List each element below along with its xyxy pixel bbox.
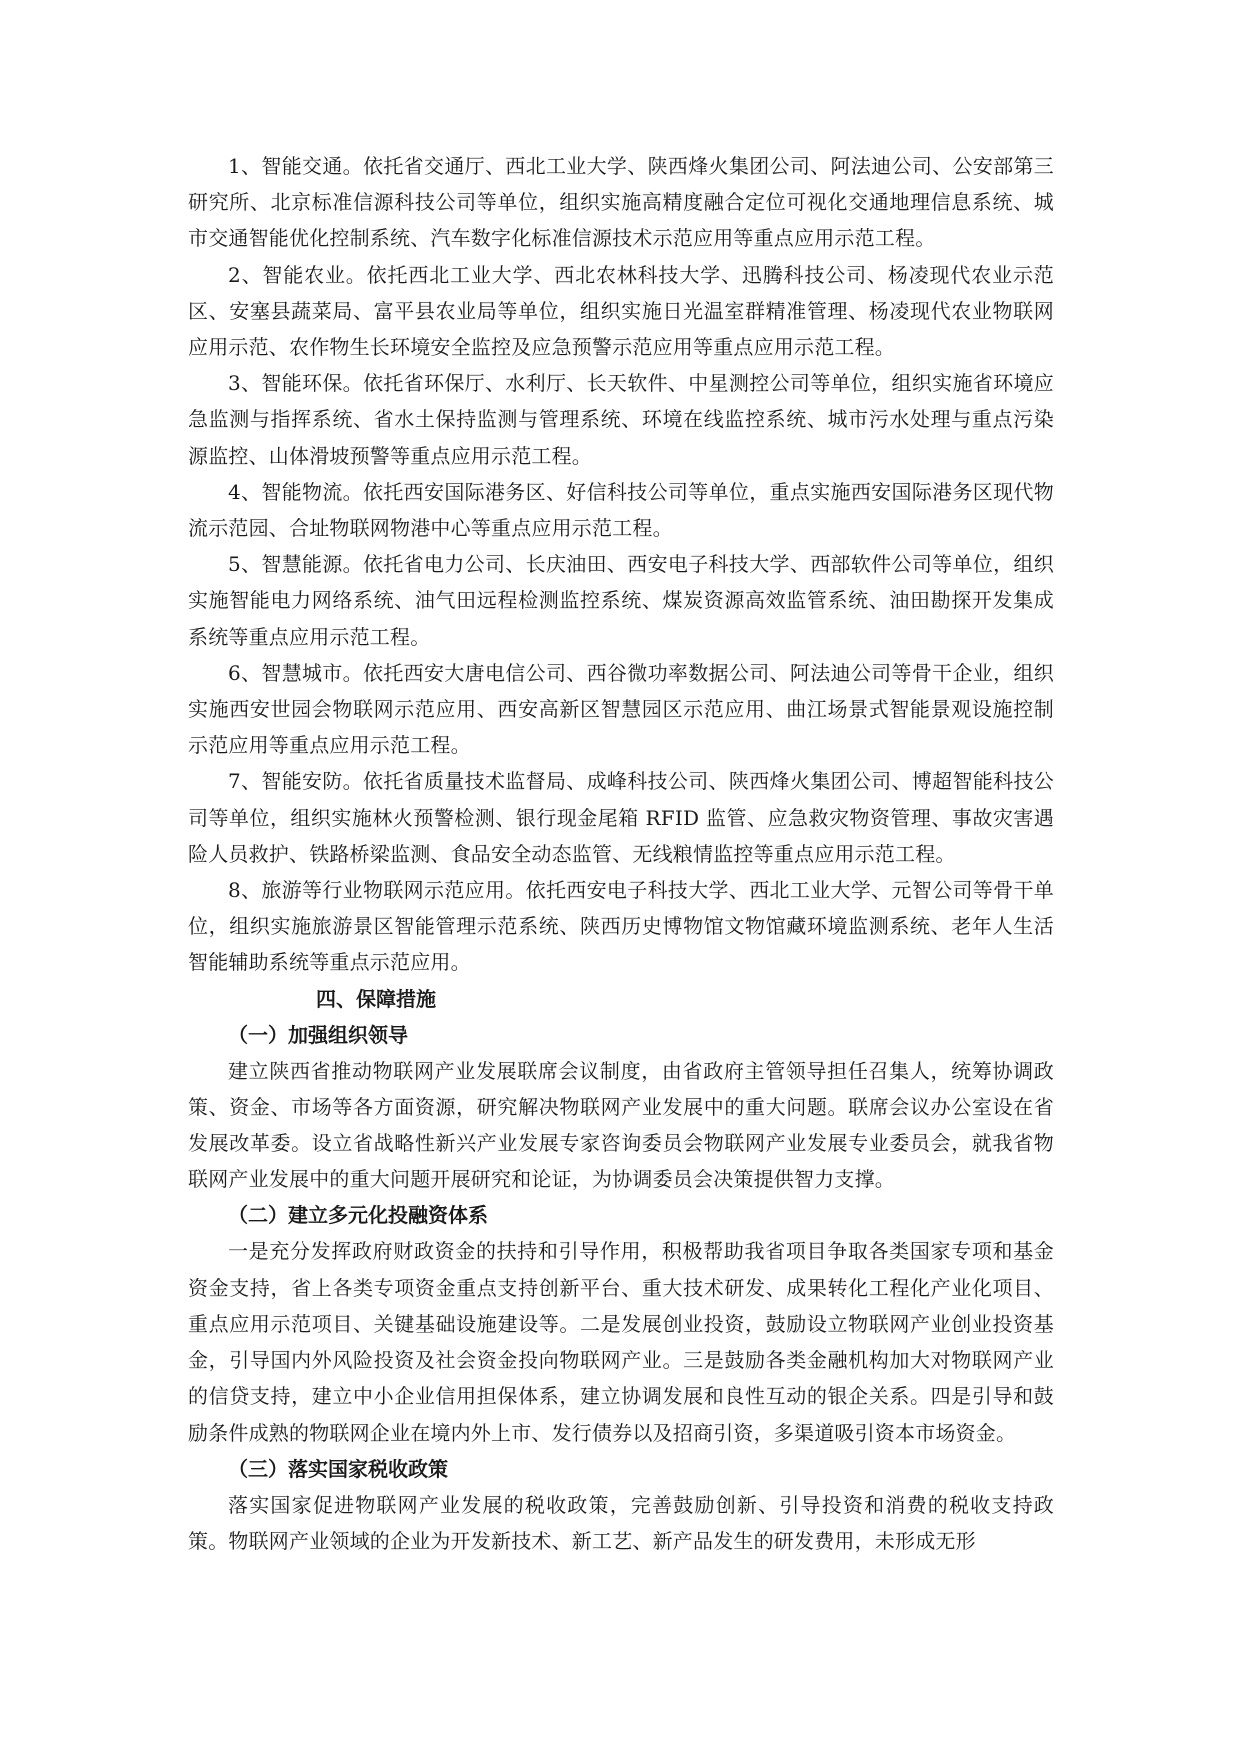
subsection-body-2: 一是充分发挥政府财政资金的扶持和引导作用，积极帮助我省项目争取各类国家专项和基金资金支持，省上各类专项资金重点支持创新平台、重大技术研发、成果转化工程化产业化项目、重点应用示范项目、关键基础设施建设等。二是发展创业投资，鼓励设立物联网产业创业投资基金，引导国内外风险投资及社会资金投向物联网产业。三是鼓励各类金融机构加大对物联网产业的信贷支持，建立中小企业信用担保体系，建立协调发展和良性互动的银企关系。四是引导和鼓励条件成熟的物联网企业在境内外上市、发行债券以及招商引资，多渠道吸引资本市场资金。: [188, 1239, 1054, 1445]
subsection-heading-1: （一）加强组织领导: [228, 1022, 408, 1047]
paragraph-item-3: 3、智能环保。依托省环保厅、水利厅、长天软件、中星测控公司等单位，组织实施省环境应急监测与指挥系统、省水土保持监测与管理系统、环境在线监控系统、城市污水处理与重点污染源监控、山体滑坡预警等重点应用示范工程。: [188, 371, 1054, 468]
paragraph-item-5: 5、智慧能源。依托省电力公司、长庆油田、西安电子科技大学、西部软件公司等单位，组织实施智能电力网络系统、油气田远程检测监控系统、煤炭资源高效监管系统、油田勘探开发集成系统等重点应用示范工程。: [188, 552, 1054, 649]
paragraph-item-2: 2、智能农业。依托西北工业大学、西北农林科技大学、迅腾科技公司、杨凌现代农业示范区、安塞县蔬菜局、富平县农业局等单位，组织实施日光温室群精准管理、杨凌现代农业物联网应用示范、农作物生长环境安全监控及应急预警示范应用等重点应用示范工程。: [188, 262, 1054, 360]
paragraph-item-8: 8、旅游等行业物联网示范应用。依托西安电子科技大学、西北工业大学、元智公司等骨干单位，组织实施旅游景区智能管理示范系统、陕西历史博物馆文物馆藏环境监测系统、老年人生活智能辅助系统等重点示范应用。: [188, 878, 1054, 975]
paragraph-item-4: 4、智能物流。依托西安国际港务区、好信科技公司等单位，重点实施西安国际港务区现代物流示范园、合址物联网物港中心等重点应用示范工程。: [188, 479, 1054, 541]
subsection-heading-2: （二）建立多元化投融资体系: [228, 1203, 488, 1228]
paragraph-item-1: 1、智能交通。依托省交通厅、西北工业大学、陕西烽火集团公司、阿法迪公司、公安部第三研究所、北京标准信源科技公司等单位，组织实施高精度融合定位可视化交通地理信息系统、城市交通智能优化控制系统、汽车数字化标准信源技术示范应用等重点应用示范工程。: [188, 154, 1054, 251]
section-heading: 四、保障措施: [316, 986, 436, 1011]
subsection-body-3: 落实国家促进物联网产业发展的税收政策，完善鼓励创新、引导投资和消费的税收支持政策。物联网产业领域的企业为开发新技术、新工艺、新产品发生的研发费用，未形成无形: [188, 1492, 1054, 1553]
subsection-heading-3: （三）落实国家税收政策: [228, 1456, 448, 1481]
subsection-body-1: 建立陕西省推动物联网产业发展联席会议制度，由省政府主管领导担任召集人，统筹协调政策、资金、市场等各方面资源，研究解决物联网产业发展中的重大问题。联席会议办公室设在省发展改革委。设立省战略性新兴产业发展专家咨询委员会物联网产业发展专业委员会，就我省物联网产业发展中的重大问题开展研究和论证，为协调委员会决策提供智力支撑。: [188, 1058, 1054, 1192]
paragraph-item-6: 6、智慧城市。依托西安大唐电信公司、西谷微功率数据公司、阿法迪公司等骨干企业，组织实施西安世园会物联网示范应用、西安高新区智慧园区示范应用、曲江场景式智能景观设施控制示范应用等重点应用示范工程。: [188, 660, 1054, 758]
paragraph-item-7: 7、智能安防。依托省质量技术监督局、成峰科技公司、陕西烽火集团公司、博超智能科技公司等单位，组织实施林火预警检测、银行现金尾箱 RFID 监管、应急救灾物资管理、事故灾害遇险人员救护、铁路桥梁监测、食品安全动态监管、无线粮情监控等重点应用示范工程。: [188, 769, 1054, 866]
document-page: [188, 148, 1054, 1559]
